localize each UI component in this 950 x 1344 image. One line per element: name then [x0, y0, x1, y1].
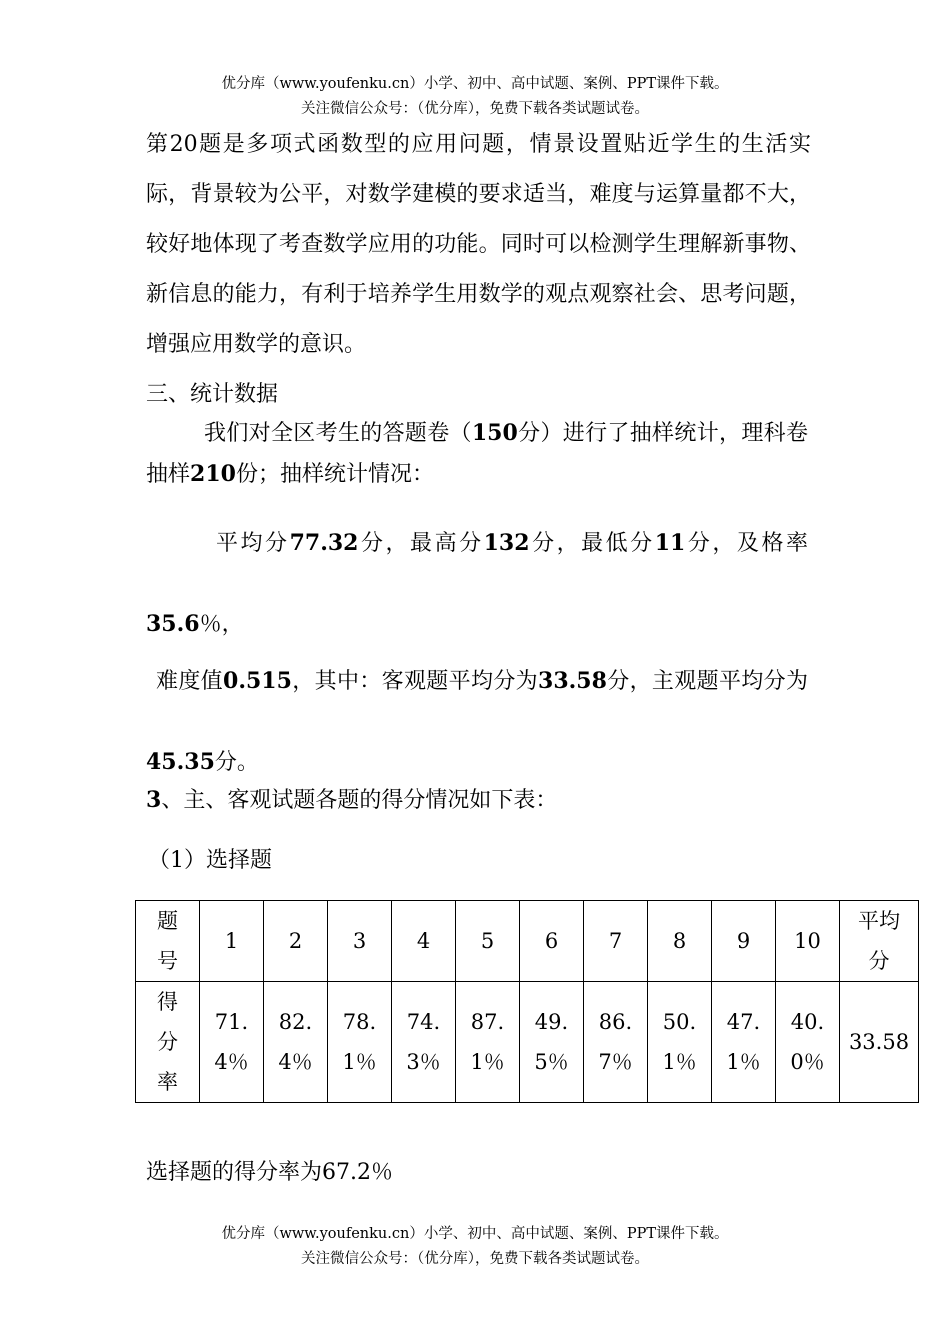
sample-intro-a: 我们对全区考生的答题卷（: [204, 421, 472, 446]
header-cell-q10: 10: [776, 901, 840, 982]
subjective-value: 45.35: [146, 749, 215, 775]
page-header-line2: 关注微信公众号：（优分库），免费下载各类试题试卷。: [301, 101, 649, 117]
header-cell-q7: 7: [584, 901, 648, 982]
header-cell-question-no: [136, 901, 200, 982]
header-cell-q6: 6: [520, 901, 584, 982]
avg-value: 77.32: [289, 530, 359, 556]
paragraph-question-20: 第20题是多项式函数型的应用问题，情景设置贴近学生的生活实际，背景较为公平，对数学建模的要求适当，难度与运算量都不大，较好地体现了考查数学应用的功能。同时可以检测学生理解新事物、新信息的能力，有利于培养学生用数学的观点观察社会、思考问题，增强应用数学的意识。: [146, 132, 811, 357]
average-cell: 33.58: [840, 982, 919, 1103]
subsection-multiple-choice: （1）选择题: [148, 848, 272, 873]
subjective-prefix: 为: [785, 669, 808, 694]
max-value: 132: [483, 530, 530, 556]
header-cell-q9: 9: [712, 901, 776, 982]
sample-count: 210: [190, 461, 236, 487]
sample-total: 150: [471, 420, 518, 446]
header-average-text: 平均分: [858, 909, 900, 973]
header-cell-q3: 3: [328, 901, 392, 982]
row-label-cell: [136, 982, 200, 1103]
rate-q10: 40.0％: [790, 1010, 825, 1074]
sample-intro: [146, 413, 808, 495]
header-cell-average: [840, 901, 919, 982]
rate-q2: 82.4％: [278, 1010, 313, 1074]
table-rate-row: [136, 982, 919, 1103]
objective-value: 33.58: [538, 668, 607, 694]
multiple-choice-summary: 选择题的得分率为67.2％: [146, 1160, 393, 1185]
table-intro-text: 、主、客观试题各题的得分情况如下表：: [161, 788, 558, 813]
header-cell-q2: 2: [264, 901, 328, 982]
subjective-label: 分，主观题平均分: [606, 669, 786, 694]
rate-cell-q2: [264, 982, 328, 1103]
avg-label: 平均分: [216, 531, 290, 556]
header-cell-q4: 4: [392, 901, 456, 982]
objective-label: ，其中：客观题平均分为: [291, 669, 539, 694]
page-footer-line1: 优分库（www.youfenku.cn）小学、初中、高中试题、案例、PPT课件下载。: [221, 1226, 729, 1242]
subjective-suffix: 分。: [214, 750, 259, 775]
min-value: 11: [654, 530, 686, 556]
rate-q9: 47.1％: [726, 1010, 761, 1074]
header-cell-q5: 5: [456, 901, 520, 982]
rate-cell-q6: [520, 982, 584, 1103]
difficulty-summary: [146, 641, 808, 803]
row-label-text: 得分率: [157, 990, 178, 1094]
rate-cell-q3: [328, 982, 392, 1103]
rate-q4: 74.3％: [406, 1010, 441, 1074]
rate-q1: 71.4％: [214, 1010, 249, 1074]
table-header-row: [136, 901, 919, 982]
rate-cell-q10: [776, 982, 840, 1103]
rate-q6: 49.5％: [534, 1010, 569, 1074]
pass-suffix: ％，: [199, 612, 244, 637]
rate-q5: 87.1％: [470, 1010, 505, 1074]
table-intro: [146, 785, 557, 816]
rate-q7: 86.7％: [598, 1010, 633, 1074]
rate-cell-q4: [392, 982, 456, 1103]
header-cell-q1: 1: [200, 901, 264, 982]
table-intro-num: 3: [146, 787, 162, 813]
rate-cell-q8: [648, 982, 712, 1103]
pass-label: 分，及格率: [685, 531, 808, 556]
header-question-no-text: 题号: [157, 909, 178, 973]
rate-cell-q5: [456, 982, 520, 1103]
sample-intro-c: 份；抽样统计情况：: [235, 462, 434, 487]
rate-cell-q7: [584, 982, 648, 1103]
page-header-line1: 优分库（www.youfenku.cn）小学、初中、高中试题、案例、PPT课件下载。: [221, 76, 729, 92]
section-title-statistics: 三、统计数据: [146, 382, 279, 407]
header-cell-q8: 8: [648, 901, 712, 982]
max-label: 分，最高分: [358, 531, 484, 556]
page-footer-line2: 关注微信公众号：（优分库），免费下载各类试题试卷。: [301, 1251, 649, 1267]
score-rate-table: [135, 900, 919, 1103]
sample-intro-b: 分）进行了抽样统计，理科卷抽样: [146, 421, 808, 487]
difficulty-value: 0.515: [223, 668, 292, 694]
rate-cell-q1: [200, 982, 264, 1103]
rate-q3: 78.1％: [342, 1010, 377, 1074]
difficulty-label: 难度值: [156, 669, 224, 694]
rate-q8: 50.1％: [662, 1010, 697, 1074]
pass-value: 35.6: [146, 611, 200, 637]
rate-cell-q9: [712, 982, 776, 1103]
min-label: 分，最低分: [529, 531, 655, 556]
